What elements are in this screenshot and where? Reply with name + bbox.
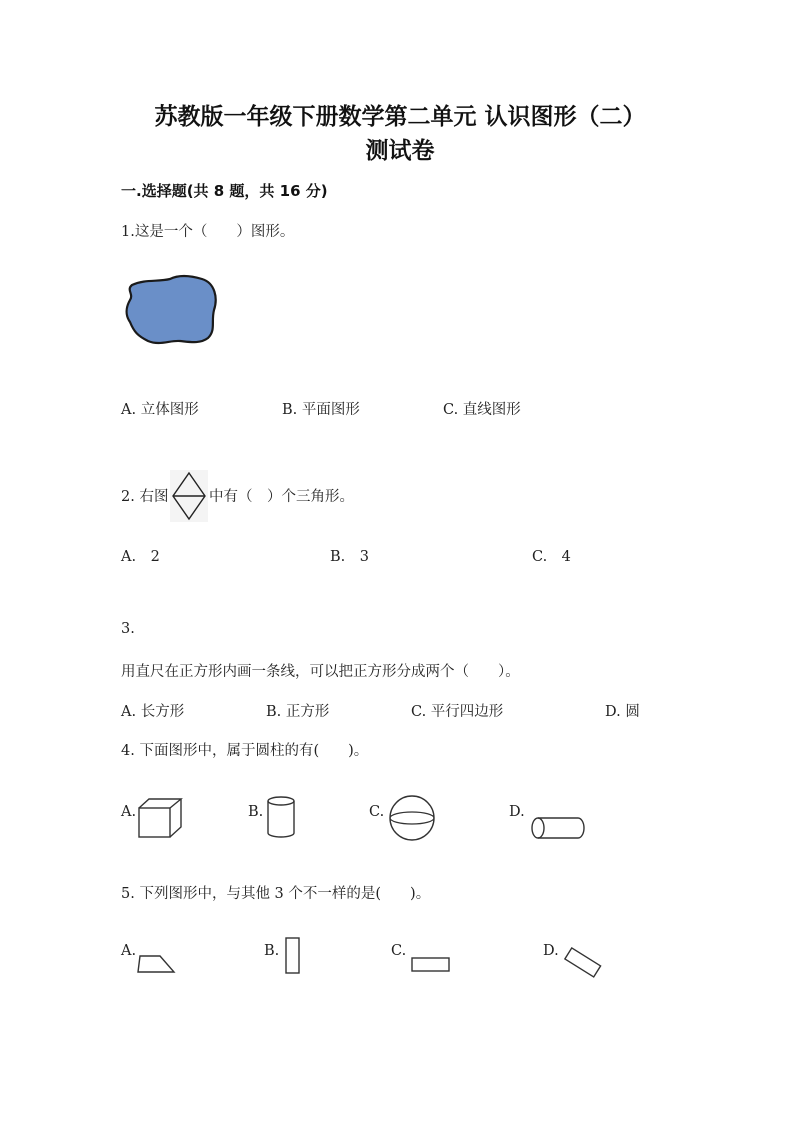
section-heading: 一.选择题(共 8 题，共 16 分) bbox=[121, 182, 328, 200]
page-title-line2: 测试卷 bbox=[365, 138, 435, 164]
irregular-shape bbox=[127, 276, 216, 343]
sphere-figure bbox=[388, 794, 436, 842]
question-2-text-after: 中有（ ）个三角形。 bbox=[209, 489, 354, 505]
tilted-rectangle-figure bbox=[560, 943, 606, 981]
q1-option-b[interactable]: B. 平面图形 bbox=[282, 402, 360, 418]
trapezoid-figure bbox=[136, 953, 178, 975]
question-5-text: 5. 下列图形中，与其他 3 个不一样的是( )。 bbox=[121, 886, 431, 902]
q3-option-a[interactable]: A. 长方形 bbox=[121, 704, 185, 720]
question-2-text-before: 2. 右图 bbox=[121, 489, 169, 505]
page-title: 苏教版一年级下册数学第二单元 认识图形（二） bbox=[154, 104, 646, 130]
q1-option-c[interactable]: C. 直线图形 bbox=[443, 402, 521, 418]
q3-option-c[interactable]: C. 平行四边形 bbox=[411, 704, 504, 720]
question-4-text: 4. 下面图形中，属于圆柱的有( )。 bbox=[121, 743, 369, 759]
q3-option-b[interactable]: B. 正方形 bbox=[266, 704, 330, 720]
question-3-text: 用直尺在正方形内画一条线，可以把正方形分成两个（ ）。 bbox=[121, 664, 520, 680]
q4-option-a[interactable]: A. bbox=[121, 804, 137, 820]
diamond-triangles-figure bbox=[170, 470, 208, 522]
lying-cylinder-figure bbox=[528, 815, 586, 841]
q3-option-d[interactable]: D. 圆 bbox=[605, 704, 640, 720]
question-1-text: 1.这是一个（ ）图形。 bbox=[121, 224, 295, 240]
cylinder-figure bbox=[265, 795, 297, 839]
q2-option-a[interactable]: A. 2 bbox=[121, 549, 160, 565]
tall-rectangle-figure bbox=[283, 936, 303, 976]
q5-option-a[interactable]: A. bbox=[121, 943, 137, 959]
q5-option-d[interactable]: D. bbox=[543, 943, 559, 959]
q2-option-c[interactable]: C. 4 bbox=[532, 549, 571, 565]
q5-option-c[interactable]: C. bbox=[391, 943, 407, 959]
q2-option-b[interactable]: B. 3 bbox=[330, 549, 369, 565]
cube-figure bbox=[137, 797, 185, 839]
q4-option-c[interactable]: C. bbox=[369, 804, 385, 820]
q4-option-d[interactable]: D. bbox=[509, 804, 525, 820]
q4-option-b[interactable]: B. bbox=[248, 804, 264, 820]
q5-option-b[interactable]: B. bbox=[264, 943, 280, 959]
irregular-shape-figure bbox=[120, 270, 220, 350]
q1-option-a[interactable]: A. 立体图形 bbox=[121, 402, 199, 418]
question-3-number: 3. bbox=[121, 621, 135, 637]
wide-rectangle-figure bbox=[410, 956, 454, 976]
